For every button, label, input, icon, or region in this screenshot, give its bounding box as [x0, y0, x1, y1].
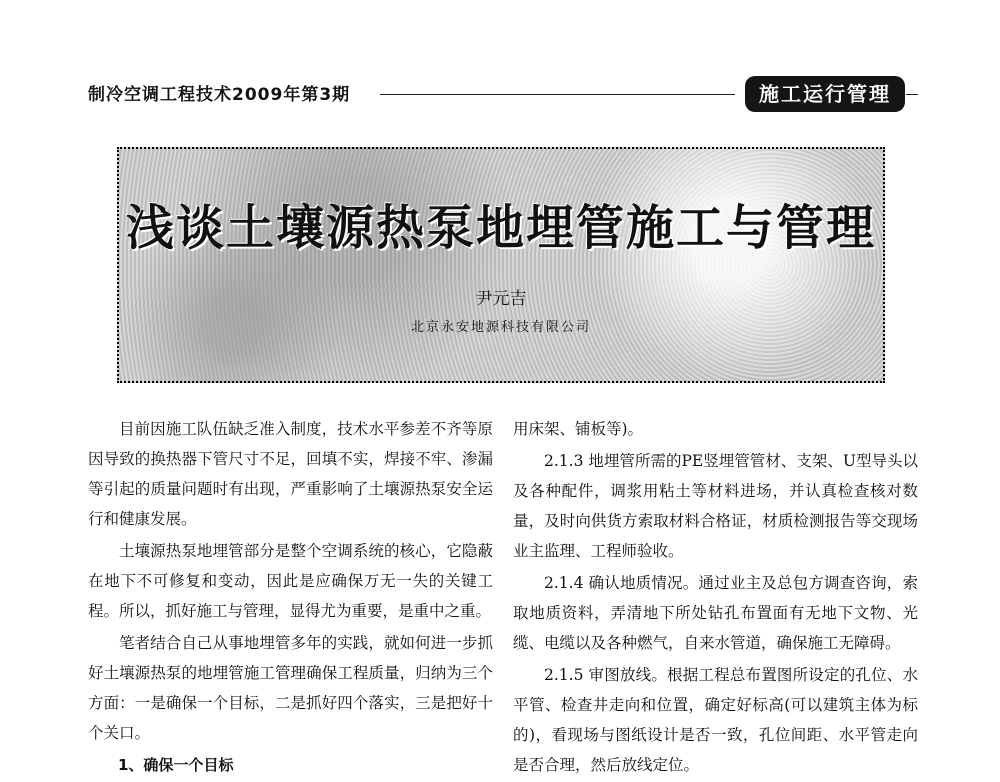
paragraph: 笔者结合自己从事地埋管多年的实践，就如何进一步抓好土壤源热泵的地埋管施工管理确保工程质量，归纳为三个方面：一是确保一个目标，二是抓好四个落实，三是把好十个关口。 [88, 634, 493, 742]
banner-dotted-border [117, 147, 885, 383]
article-affiliation: 北京永安地源科技有限公司 [410, 320, 591, 335]
left-column [88, 414, 493, 782]
paragraph: 土壤源热泵地埋管部分是整个空调系统的核心，它隐蔽在地下不可修复和变动，因此是应确保万无一失的关键工程。所以，抓好施工与管理，显得尤为重要，是重中之重。 [88, 542, 493, 620]
header-rule-end [906, 94, 918, 95]
header-rule [380, 94, 735, 95]
section-heading: 1、确保一个目标 [118, 756, 234, 774]
article-title: 浅谈土壤源热泵地埋管施工与管理 [125, 200, 876, 256]
paragraph: 目前因施工队伍缺乏准入制度，技术水平参差不齐等原因导致的换热器下管尺寸不足，回填不实，焊接不牢、渗漏等引起的质量问题时有出现，严重影响了土壤源热泵安全运行和健康发展。 [88, 420, 493, 528]
paragraph: 2.1.3 地埋管所需的PE竖埋管管材、支架、U型导头以及各种配件，调浆用粘土等材料进场，并认真检查核对数量，及时向供货方索取材料合格证，材质检测报告等交现场业主监理、工程师验收。 [513, 452, 918, 560]
article-author: 尹元吉 [475, 289, 527, 309]
paragraph: 用床架、铺板等)。 [513, 420, 644, 438]
right-column [513, 414, 918, 782]
paragraph: 2.1.5 审图放线。根据工程总布置图所设定的孔位、水平管、检查井走向和位置，确定好标高(可以建筑主体为标的)，看现场与图纸设计是否一致，孔位间距、水平管走向是否合理，然后放线定位。 [513, 666, 918, 774]
paragraph: 2.1.4 确认地质情况。通过业主及总包方调查咨询，索取地质资料，弄清地下所处钻孔布置面有无地下文物、光缆、电缆以及各种燃气，自来水管道，确保施工无障碍。 [513, 574, 918, 652]
journal-header: 制冷空调工程技术2009年第3期 [88, 85, 351, 105]
section-tag: 施工运行管理 [745, 76, 905, 112]
